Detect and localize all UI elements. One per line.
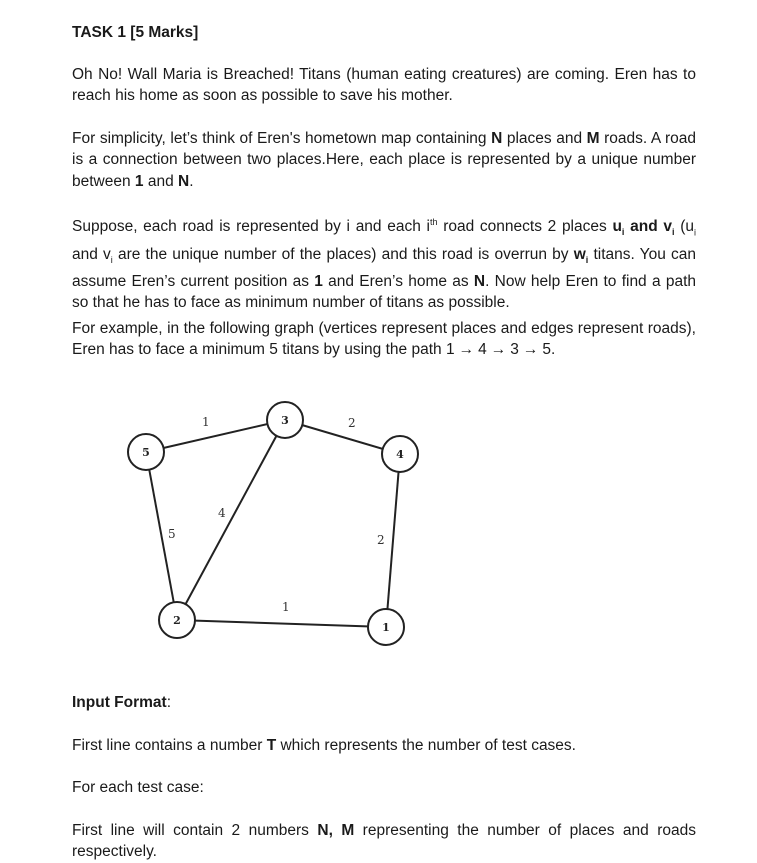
node-label: 1 (382, 621, 390, 634)
text-run: which represents the number of test cases. (276, 737, 576, 754)
bold-n: N (473, 272, 486, 290)
heading-text: Input Format (72, 694, 167, 711)
bold-1: 1 (314, 272, 323, 290)
text-run: For simplicity, let’s think of Eren's hometown map containing (72, 130, 492, 147)
path-node: 3 (510, 341, 519, 359)
map-description-paragraph (72, 128, 696, 192)
edge-5-3 (146, 420, 285, 452)
node-label: 4 (396, 448, 404, 461)
text-run: Suppose, each road is represented by i and each i (72, 218, 430, 236)
subscript-i: i (585, 254, 589, 265)
bold-m: M (586, 130, 600, 147)
edge-2-1 (177, 620, 386, 627)
var-u: u (612, 218, 622, 236)
var-v: v (663, 218, 672, 236)
bold-t: T (266, 737, 277, 754)
subscript-i: i (110, 254, 113, 265)
roads-description-paragraph (72, 212, 696, 314)
text-run: For example, in the following graph (vertices represent places and edges represent roads), Eren has to face a minimum 5 titans by using the path (72, 320, 696, 359)
weight-label: 5 (168, 527, 176, 541)
text-run: and (143, 172, 179, 190)
arrow-icon: → (522, 341, 539, 359)
node-2 (159, 602, 195, 638)
text-run: roads. A road is a connection between two places.Here, each place is represented by a unique number between (72, 130, 696, 190)
arrow-icon: → (490, 341, 507, 359)
weight-label: 2 (348, 416, 356, 430)
node-3 (267, 402, 303, 438)
node-1 (368, 609, 404, 645)
weight-label: 1 (282, 600, 290, 614)
subscript-i: i (621, 227, 625, 238)
edge-3-2 (177, 420, 285, 620)
intro-paragraph: Oh No! Wall Maria is Breached! Titans (human eating creatures) are coming. Eren has to reach his home as soon as possible to save his mother. (72, 66, 696, 105)
text-run: representing the number of places and roads respectively. (72, 822, 696, 861)
superscript-th: th (429, 217, 438, 227)
path-node: 4 (478, 341, 487, 359)
text-run: are the unique number of the places) and this road is overrun by (112, 245, 574, 263)
bold-and: and (624, 218, 664, 236)
node-5 (128, 434, 164, 470)
node-label: 2 (173, 614, 181, 627)
text-run: road connects 2 places (437, 218, 613, 236)
text-run: . Now help Eren to find a path so that he has to face as minimum number of titans as possible. (72, 272, 696, 312)
weight-label: 4 (218, 506, 226, 520)
node-4 (382, 436, 418, 472)
bold-1: 1 (134, 172, 144, 190)
text-run: First line contains a number (72, 737, 267, 754)
text-run: . (550, 341, 556, 359)
subscript-i: i (693, 227, 696, 238)
node-label: 3 (281, 414, 289, 427)
text-run: places and (502, 130, 587, 147)
text-run: : (166, 694, 172, 711)
task-title: TASK 1 [5 Marks] (72, 24, 199, 41)
text-run: and v (72, 245, 111, 263)
path-node: 5 (542, 341, 551, 359)
input-line-nm (72, 820, 696, 863)
graph-figure (118, 398, 428, 648)
var-w: w (573, 245, 586, 263)
text-run: . (189, 172, 194, 190)
bold-wi (574, 246, 589, 263)
path-node: 1 (445, 341, 455, 359)
text-run: (u (674, 218, 694, 236)
arrow-icon: → (458, 341, 475, 359)
bold-n: N (491, 130, 503, 147)
edge-4-1 (386, 454, 400, 627)
subscript-i: i (671, 227, 675, 238)
node-label: 5 (142, 446, 150, 459)
input-format-heading (72, 692, 696, 713)
text-run: titans. You can assume Eren’s current position as (72, 245, 696, 290)
each-test-case-line: For each test case: (72, 779, 204, 796)
text-run: First line will contain 2 numbers (72, 822, 318, 839)
bold-n: N (178, 172, 190, 190)
weight-label: 1 (202, 415, 210, 429)
text-run: and Eren’s home as (322, 272, 474, 290)
bold-n-m: N, M (317, 822, 355, 839)
weight-label: 2 (377, 533, 385, 547)
example-paragraph (72, 318, 696, 361)
input-line-t (72, 735, 696, 756)
bold-ui (612, 218, 675, 238)
